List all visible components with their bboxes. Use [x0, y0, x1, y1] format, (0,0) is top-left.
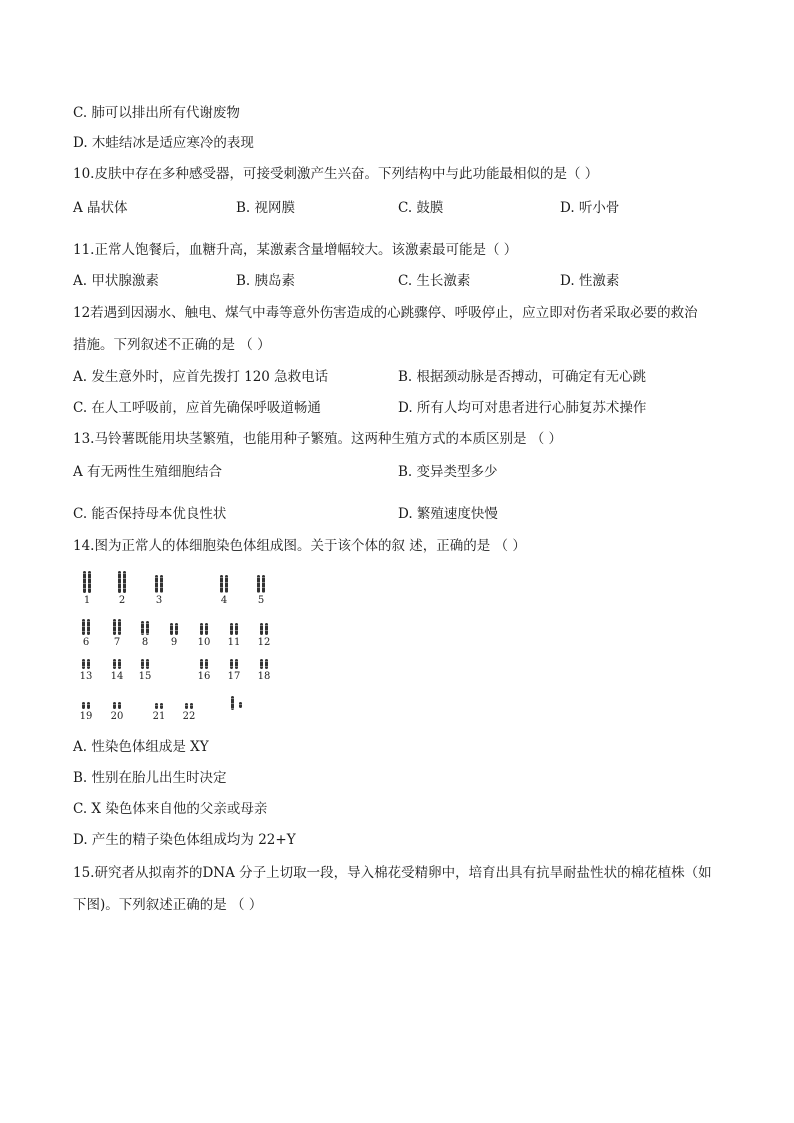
karyotype-label: 16	[197, 671, 211, 682]
q10-option-b: B. 视网膜	[236, 200, 296, 216]
q13-option-a: A 有无两性生殖细胞结合	[73, 464, 223, 480]
q11-option-a: A. 甲状腺激素	[73, 273, 159, 289]
chromosome-3-1	[155, 575, 158, 593]
karyotype-label: 5	[257, 595, 265, 606]
q10-option-a: A 晶状体	[73, 200, 128, 216]
karyotype-label: 21	[152, 711, 166, 722]
chromosome-6-2	[87, 619, 90, 635]
chromosome-21-1	[155, 703, 158, 709]
karyotype-figure	[73, 566, 283, 726]
chromosome-19-1	[82, 702, 85, 709]
chromosome-8-1	[141, 621, 144, 635]
chromosome-12-1	[260, 623, 263, 635]
q14-option-c: C. X 染色体来自他的父亲或母亲	[73, 801, 268, 817]
question-12-line1: 12若遇到因溺水、触电、煤气中毒等意外伤害造成的心跳骤停、呼吸停止，应立即对伤者采取必要的救治	[73, 305, 698, 321]
option-c-q9: C. 肺可以排出所有代谢废物	[73, 105, 240, 121]
karyotype-label: 2	[118, 595, 126, 606]
chromosome-16-2	[205, 659, 208, 669]
q12-option-c: C. 在人工呼吸前，应首先确保呼吸道畅通	[73, 400, 321, 416]
chromosome-11-1	[230, 623, 233, 635]
karyotype-label: 7	[113, 637, 121, 648]
chromosome-9-1	[170, 623, 173, 635]
option-d-q9: D. 木蛙结冰是适应寒冷的表现	[73, 135, 254, 151]
karyotype-label: 4	[220, 595, 228, 606]
chromosome-3-2	[160, 575, 163, 593]
chromosome-2-1	[118, 571, 121, 593]
q13-option-b: B. 变异类型多少	[398, 464, 498, 480]
karyotype-label: 19	[79, 711, 93, 722]
question-12-line2: 措施。下列叙述不正确的是 （ ）	[73, 337, 271, 353]
karyotype-label: 1	[83, 595, 91, 606]
chromosome-4-2	[225, 575, 228, 593]
chromosome-22-2	[190, 703, 193, 709]
chromosome-12-2	[265, 623, 268, 635]
q14-option-d: D. 产生的精子染色体组成均为 22+Y	[73, 832, 296, 848]
karyotype-label: 12	[257, 637, 271, 648]
q12-option-b: B. 根据颈动脉是否搏动，可确定有无心跳	[398, 369, 647, 385]
chromosome-4-1	[220, 575, 223, 593]
chromosome-16-1	[200, 659, 203, 669]
chromosome-10-1	[200, 623, 203, 635]
karyotype-label: 8	[141, 637, 149, 648]
question-13: 13.马铃薯既能用块茎繁殖，也能用种子繁殖。这两种生殖方式的本质区别是 （ ）	[73, 431, 563, 447]
question-11: 11.正常人饱餐后，血糖升高，某激素含量增幅较大。该激素最可能是（ ）	[73, 242, 518, 258]
chromosome-7-1	[113, 619, 116, 635]
chromosome-5-1	[257, 575, 260, 593]
chromosome-13-1	[82, 659, 85, 669]
chromosome-18-1	[260, 659, 263, 669]
chromosome-1-1	[83, 571, 86, 593]
karyotype-label: 14	[110, 671, 124, 682]
chromosome-5-2	[262, 575, 265, 593]
karyotype-label: 10	[197, 637, 211, 648]
q12-option-a: A. 发生意外时，应首先拨打 120 急救电话	[73, 369, 329, 385]
chromosome-11-2	[235, 623, 238, 635]
chromosome-10-2	[205, 623, 208, 635]
q14-option-b: B. 性别在胎儿出生时决定	[73, 770, 227, 786]
q12-option-d: D. 所有人均可对患者进行心肺复苏术操作	[398, 400, 647, 416]
q14-option-a: A. 性染色体组成是 XY	[73, 739, 209, 755]
q11-option-c: C. 生长激素	[398, 273, 471, 289]
karyotype-label: 17	[227, 671, 241, 682]
chromosome-17-2	[235, 659, 238, 669]
chromosome-21-2	[160, 703, 163, 709]
chromosome-18-2	[265, 659, 268, 669]
chromosome-6-1	[82, 619, 85, 635]
karyotype-label: 13	[79, 671, 93, 682]
chromosome-9-2	[175, 623, 178, 635]
chromosome-2-2	[123, 571, 126, 593]
karyotype-label: 3	[155, 595, 163, 606]
chromosome-20-1	[113, 702, 116, 709]
question-15-line2: 下图)。下列叙述正确的是 （ ）	[73, 897, 263, 913]
karyotype-label: 9	[170, 637, 178, 648]
chromosome-14-2	[118, 659, 121, 669]
q10-option-c: C. 鼓膜	[398, 200, 444, 216]
karyotype-label: 18	[257, 671, 271, 682]
q10-option-d: D. 听小骨	[560, 200, 620, 216]
karyotype-label: 15	[138, 671, 152, 682]
question-15-line1: 15.研究者从拟南芥的DNA 分子上切取一段，导入棉花受精卵中，培育出具有抗旱耐盐性状的棉花植株（如	[73, 865, 712, 881]
chromosome-20-2	[118, 702, 121, 709]
question-10: 10.皮肤中存在多种感受器，可接受刺激产生兴奋。下列结构中与此功能最相似的是（ ）	[73, 166, 599, 182]
chromosome-x	[231, 696, 234, 710]
chromosome-7-2	[118, 619, 121, 635]
q13-option-d: D. 繁殖速度快慢	[398, 506, 498, 522]
chromosome-15-2	[146, 659, 149, 669]
karyotype-label: 11	[227, 637, 241, 648]
q13-option-c: C. 能否保持母本优良性状	[73, 506, 227, 522]
q11-option-b: B. 胰岛素	[236, 273, 296, 289]
chromosome-19-2	[87, 702, 90, 709]
chromosome-1-2	[88, 571, 91, 593]
karyotype-label: 6	[82, 637, 90, 648]
chromosome-14-1	[113, 659, 116, 669]
karyotype-label: 20	[110, 711, 124, 722]
chromosome-13-2	[87, 659, 90, 669]
karyotype-label: 22	[182, 711, 196, 722]
chromosome-17-1	[230, 659, 233, 669]
chromosome-22-1	[185, 703, 188, 709]
question-14: 14.图为正常人的体细胞染色体组成图。关于该个体的叙 述，正确的是 （ ）	[73, 538, 526, 554]
chromosome-y	[239, 702, 242, 708]
chromosome-15-1	[141, 659, 144, 669]
chromosome-8-2	[146, 621, 149, 635]
q11-option-d: D. 性激素	[560, 273, 620, 289]
